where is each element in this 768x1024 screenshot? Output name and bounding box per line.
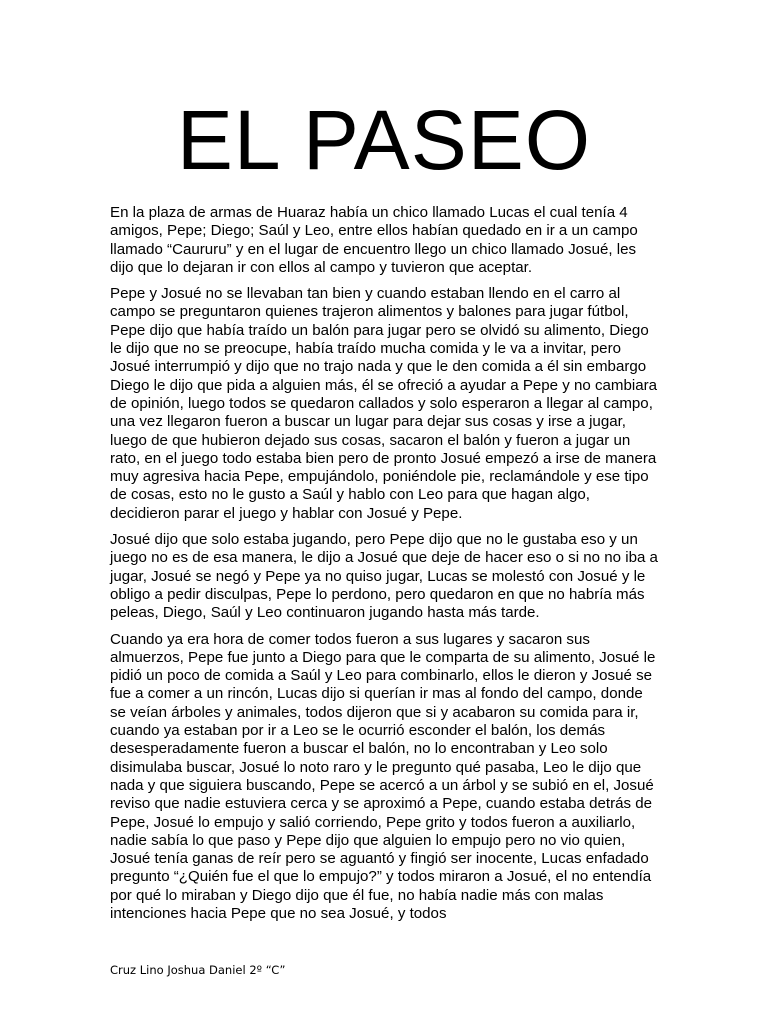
author-footer: Cruz Lino Joshua Daniel 2º “C” — [110, 963, 286, 977]
paragraph-1: En la plaza de armas de Huaraz había un chico llamado Lucas el cual tenía 4 amigos, Pepe; Diego; Saúl y Leo, entre ellos habían quedado en ir a un campo llamado “Caururu” y en el lugar de encuentro llego un chico llamado Josué, les dijo que lo dejaran ir con ellos al campo y tuvieron que aceptar. — [110, 204, 638, 276]
document-title: EL PASEO — [176, 93, 592, 187]
paragraph-4: Cuando ya era hora de comer todos fueron a sus lugares y sacaron sus almuerzos, Pepe fue junto a Diego para que le comparta de su alimento, Josué le pidió un poco de comida a Saúl y Leo para combinarlo, ellos le dieron y Josué se fue a comer a un rincón, Lucas dijo si querían ir mas al fondo del campo, donde se veían árboles y animales, todos dijeron que si y acabaron su comida para ir, cuando ya estaban por ir a Leo se le ocurrió esconder el balón, los demás desesperadamente fueron a buscar el balón, no lo encontraban y Leo solo disimulaba buscar, Josué lo noto raro y le pregunto qué pasaba, Leo le dijo que nada y que siguiera buscando, Pepe se acercó a un árbol y se subió en el, Josué reviso que nadie estuviera cerca y se aproximó a Pepe, cuando estaba detrás de Pepe, Josué lo empujo y salió corriendo, Pepe grito y todos fueron a auxiliarlo, nadie sabía lo que paso y Pepe dijo que alguien lo empujo pero no vio quien, Josué tenía ganas de reír pero se aguantó y fingió ser inocente, Lucas enfadado pregunto “¿Quién fue el que lo empujo?” y todos miraron a Josué, el no entendía por qué lo miraban y Diego dijo que él fue, no había nadie más con malas intenciones hacia Pepe que no sea Josué, y todos — [110, 630, 656, 922]
document-body — [110, 204, 662, 931]
paragraph-3: Josué dijo que solo estaba jugando, pero Pepe dijo que no le gustaba eso y un juego no es de esa manera, le dijo a Josué que deje de hacer eso o si no no iba a jugar, Josué se negó y Pepe ya no quiso jugar, Lucas se molestó con Josué y le obligo a pedir disculpas, Pepe lo perdono, pero quedaron en que no habría más peleas, Diego, Saúl y Leo continuaron jugando hasta más tarde. — [110, 531, 658, 622]
paragraph-2: Pepe y Josué no se llevaban tan bien y cuando estaban llendo en el carro al campo se preguntaron quienes trajeron alimentos y balones para jugar fútbol, Pepe dijo que había traído un balón para jugar pero se olvidó su alimento, Diego le dijo que no se preocupe, había traído mucha comida y le va a invitar, pero Josué interrumpió y dijo que no trajo nada y que le den comida a él sin embargo Diego le dijo que pida a alguien más, él se ofreció a ayudar a Pepe y no cambiara de opinión, luego todos se quedaron callados y solo esperaron a llegar al campo, una vez llegaron fueron a buscar un lugar para dejar sus cosas y irse a jugar, luego de que hubieron dejado sus cosas, sacaron el balón y fueron a jugar un rato, en el juego todo estaba bien pero de pronto Josué empezó a irse de manera muy agresiva hacia Pepe, empujándolo, poniéndole pie, reclamándole y ese tipo de cosas, esto no le gusto a Saúl y hablo con Leo para que hagan algo, decidieron parar el juego y hablar con Josué y Pepe. — [110, 285, 658, 522]
